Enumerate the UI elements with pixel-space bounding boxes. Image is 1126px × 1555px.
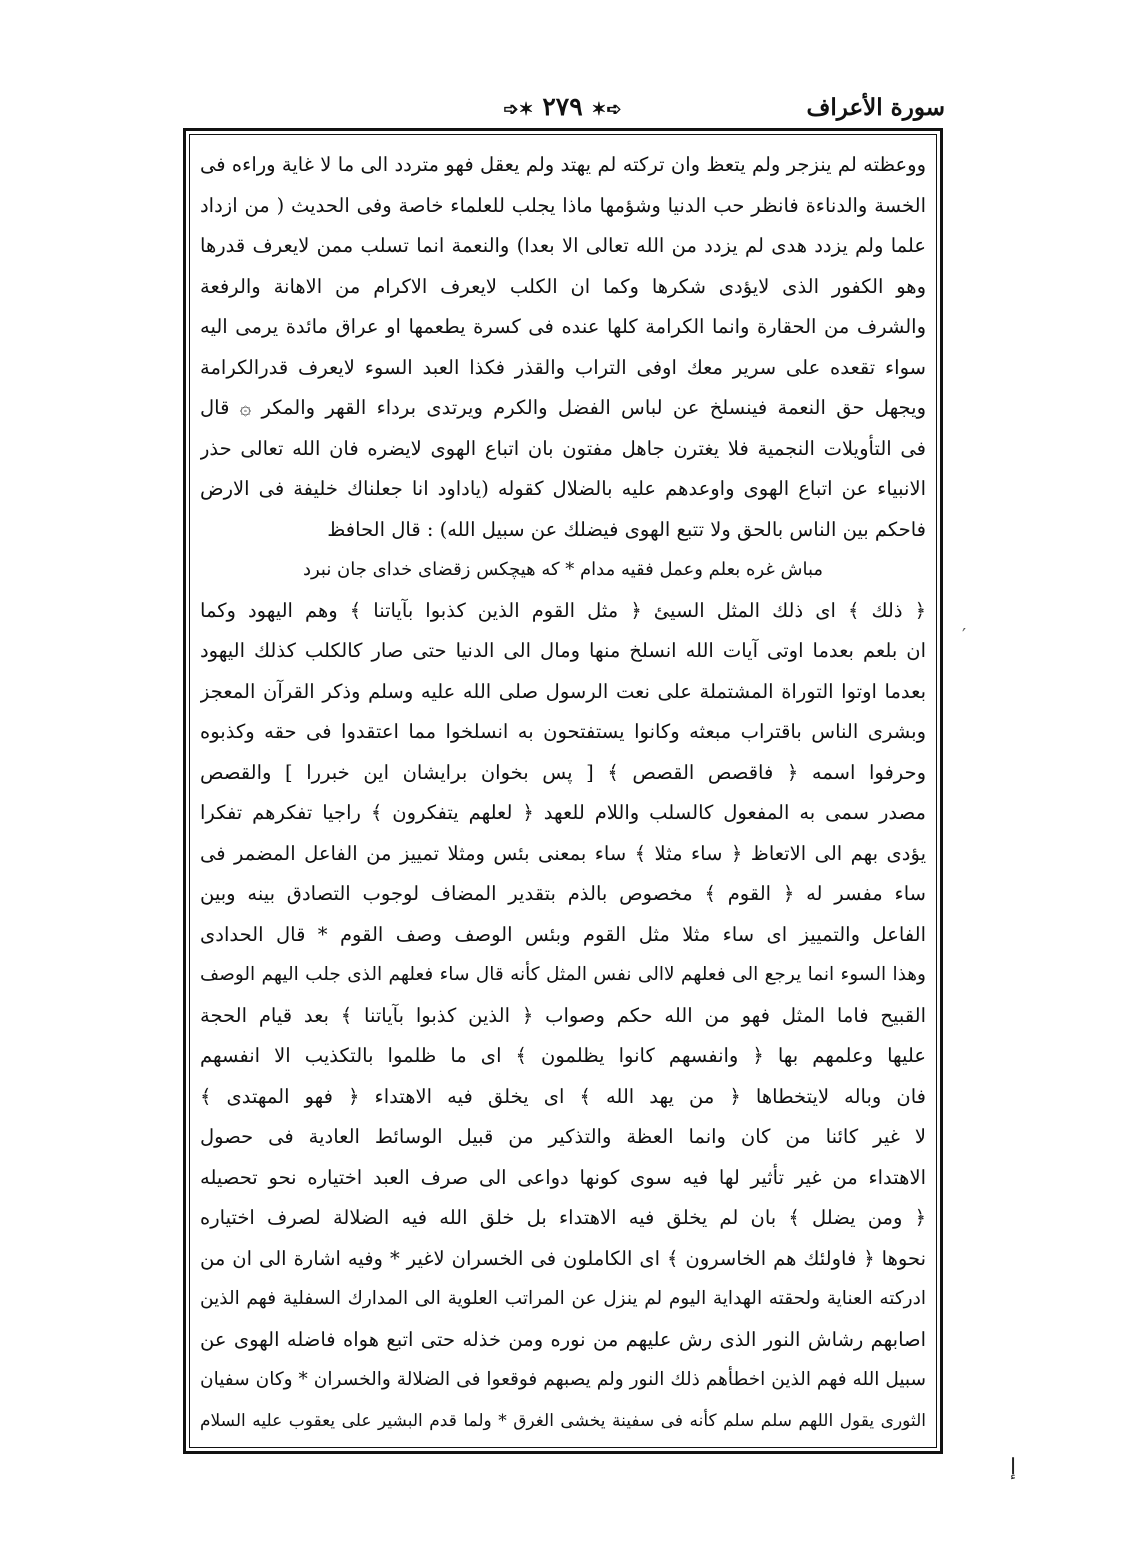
margin-speck-icon: ′: [962, 625, 967, 646]
text-line: ووعظته لم ينزجر ولم يتعظ وان تركته لم يهتد ولم يعقل فهو متردد الى ما لا غاية وراءه فى: [200, 153, 926, 176]
text-line: عليها وعلمهم بها ﴿ وانفسهم كانوا يظلمون ﴾ اى ما ظلموا بالتكذيب الا انفسهم: [200, 1044, 926, 1067]
text-frame: [183, 128, 943, 1454]
text-line: الانبياء عن اتباع الهوى واوعدهم عليه بالضلال كقوله (ياداود انا جعلناك خليفة فى الارض: [200, 477, 926, 500]
text-line: سواء تقعده على سرير معك اوفى التراب والقذر فكذا العبد السوء لايعرف قدرالكرامة: [200, 355, 926, 379]
text-line: القبيح فاما المثل فهو من الله حكم وصواب ﴿ الذين كذبوا بآياتنا ﴾ بعد قيام الحجة: [200, 1003, 926, 1027]
margin-glyph-icon: إ: [1010, 1455, 1017, 1480]
text-line: ساء مفسر له ﴿ القوم ﴾ مخصوص بالذم بتقدير المضاف لوجوب التصادق بينه وبين: [200, 882, 926, 905]
page-number: ٢٧٩: [542, 92, 583, 121]
ornament-left-icon: ➪✶: [591, 99, 622, 120]
text-line: سبيل الله فهم الذين اخطأهم ذلك النور ولم يصبهم فوقعوا فى الضلالة والخسران * وكان سفيان: [200, 1369, 926, 1390]
text-line: فاحكم بين الناس بالحق ولا تتبع الهوى فيضلك عن سبيل الله) : قال الحافظ: [327, 517, 926, 541]
page-header: [180, 92, 945, 132]
text-line: والشرف من الحقارة وانما الكرامة كلها عنده فى كسرة يطعمها او عراق مائدة يرمى اليه: [200, 315, 926, 338]
text-line: فان وباله لايتخطاها ﴿ من يهد الله ﴾ اى يخلق فيه الاهتداء ﴿ فهو المهتدى ﴾: [200, 1084, 926, 1108]
text-line: وحرفوا اسمه ﴿ فاقصص القصص ﴾ [ پس بخوان برايشان اين خبررا ] والقصص: [200, 760, 926, 784]
text-line: الاهتداء من غير تأثير لها فيه سوى كونها دواعى الى صرف العبد اختياره نحو تحصيله: [200, 1165, 926, 1189]
text-line: ﴿ ذلك ﴾ اى ذلك المثل السيئ ﴿ مثل القوم الذين كذبوا بآياتنا ﴾ وهم اليهود وكما: [200, 598, 926, 622]
text-line: الثورى يقول اللهم سلم سلم كأنه فى سفينة يخشى الغرق * ولما قدم البشير على يعقوب عليه السلام: [200, 1410, 926, 1431]
text-line: ادركته العناية ولحقته الهداية اليوم لم ينزل عن المراتب العلوية الى المدارك السفلية فهم الذين: [200, 1288, 926, 1309]
text-line: لا غير كائنا من كان وانما العظة والتذكير من قبيل الوسائط العادية فى حصول: [200, 1125, 926, 1148]
text-frame-inner: [189, 134, 937, 1448]
text-line: الخسة والدناءة فانظر حب الدنيا وشؤمها ماذا يجلب للعلماء خاصة وفى الحديث ( من ازداد: [200, 193, 926, 217]
page-number-area: [503, 92, 621, 121]
surah-title: سورة الأعراف: [806, 94, 945, 121]
text-line: وهذا السوء انما يرجع الى فعلهم لاالى نفس المثل كأنه قال ساء فعلهم الذى جلب اليهم الوصف: [200, 964, 926, 985]
text-line: ان بلعم بعدما اوتى آيات الله انسلخ منها ومال الى الدنيا حتى صار كالكلب كذلك اليهود: [200, 639, 926, 662]
text-line: علما ولم يزدد هدى لم يزدد من الله تعالى الا بعدا) والنعمة انما تسلب ممن لايعرف قدرها: [200, 234, 926, 257]
text-line: يؤدى بهم الى الاتعاظ ﴿ ساء مثلا ﴾ ساء بمعنى بئس ومثلا تمييز من الفاعل المضمر فى: [200, 841, 926, 865]
text-line: ﴿ ومن يضلل ﴾ بان لم يخلق فيه الاهتداء بل خلق الله فيه الضلالة لصرف اختياره: [200, 1206, 926, 1229]
body-text: [200, 145, 926, 1441]
text-line: وبشرى الناس باقتراب مبعثه وكانوا يستفتحون به انسلخوا مما اعتقدوا فى حقه وكذبوه: [200, 720, 926, 743]
ornament-right-icon: ✶➩: [503, 99, 534, 120]
text-line: اصابهم رشاش النور الذى رش عليهم من نوره ومن خذله حتى اتبع هواه فاضله الهوى عن: [200, 1327, 926, 1351]
text-line: مصدر سمى به المفعول كالسلب واللام للعهد ﴿ لعلهم يتفكرون ﴾ راجيا تفكرهم تفكرا: [200, 801, 926, 824]
text-line: وهو الكفور الذى لايؤدى شكرها وكما ان الكلب لايعرف الاكرام من الاهانة والرفعة: [200, 274, 926, 298]
text-line: الفاعل والتمييز اى ساء مثلا مثل القوم وبئس الوصف وصف القوم * قال الحدادى: [200, 922, 926, 946]
text-line: ويجهل حق النعمة فينسلخ عن لباس الفضل والكرم ويرتدى برداء القهر والمكر ۞ قال: [200, 396, 926, 419]
text-line: نحوها ﴿ فاولئك هم الخاسرون ﴾ اى الكاملون فى الخسران لاغير * وفيه اشارة الى ان من: [200, 1246, 926, 1270]
verse-line: مباش غره بعلم وعمل فقيه مدام * كه هيچكس زقضاى خداى جان نبرد: [302, 559, 824, 580]
text-line: بعدما اوتوا التوراة المشتملة على نعت الرسول صلى الله عليه وسلم وذكر القرآن المعجز: [200, 679, 926, 703]
text-line: فى التأويلات النجمية فلا يغترن جاهل مفتون بان اتباع الهوى لايضره فان الله تعالى حذر: [200, 436, 926, 460]
